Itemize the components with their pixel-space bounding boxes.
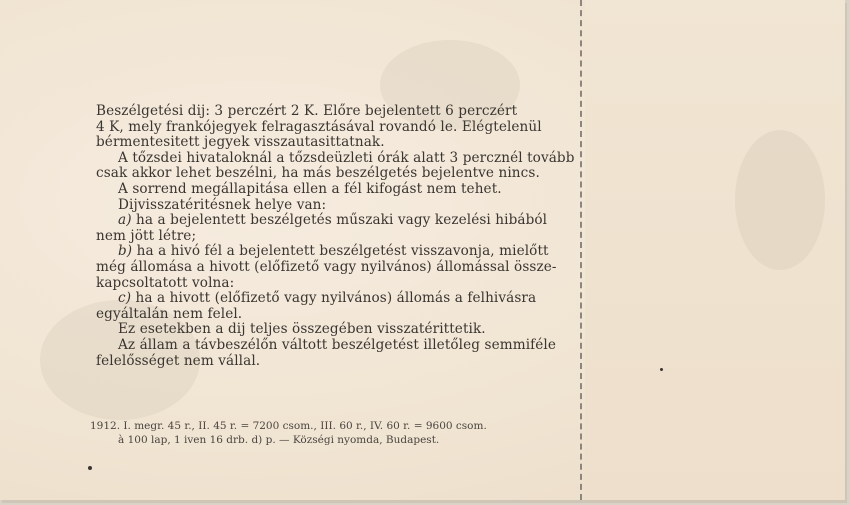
conditions-text xyxy=(96,103,575,369)
clause-c: c) ha a hivott (előfizető vagy nyilvános) állomás a felhivásra xyxy=(118,290,537,307)
body-line: A sorrend megállapitása ellen a fél kifogást nem tehet. xyxy=(118,180,502,197)
body-line: Beszélgetési dij: 3 perczért 2 K. Előre bejelentett 6 perczért xyxy=(96,103,518,119)
clause-b: b) ha a hivó fél a bejelentett beszélgetést visszavonja, mielőtt xyxy=(118,243,549,260)
body-line: Ez esetekben a dij teljes összegében visszatérittetik. xyxy=(118,321,486,338)
body-line: 4 K, mely frankójegyek felragasztásával rovandó le. Elégtelenül xyxy=(96,118,542,135)
imprint-line: 1912. I. megr. 45 r., II. 45 r. = 7200 csom., III. 60 r., IV. 60 r. = 9600 csom. xyxy=(90,420,487,432)
body-line: egyáltalán nem felel. xyxy=(96,305,243,322)
body-line: még állomása a hivott (előfizető vagy nyilvános) állomással össze- xyxy=(96,258,557,275)
body-line: felelősséget nem vállal. xyxy=(96,352,261,369)
printer-imprint xyxy=(90,419,550,447)
clause-a: a) ha a bejelentett beszélgetés műszaki vagy kezelési hibából xyxy=(118,212,548,229)
paper-stain xyxy=(735,130,825,270)
body-line: bérmentesitett jegyek visszautasittatnak. xyxy=(96,134,385,151)
ink-dot xyxy=(88,466,92,470)
imprint-line: à 100 lap, 1 iven 16 drb. d) p. — Községi nyomda, Budapest. xyxy=(118,434,440,446)
perforation-line xyxy=(580,0,586,500)
body-line: Dijvisszatéritésnek helye van: xyxy=(118,196,327,213)
body-line: Az állam a távbeszélőn váltott beszélgetést illetőleg semmiféle xyxy=(118,336,557,353)
body-line: A tőzsdei hivataloknál a tőzsdeüzleti órák alatt 3 percznél tovább xyxy=(118,149,575,166)
ink-dot xyxy=(660,368,663,371)
body-line: kapcsoltatott volna: xyxy=(96,274,235,291)
detachable-stub xyxy=(585,0,845,500)
body-line: csak akkor lehet beszélni, ha más beszélgetés bejelentve nincs. xyxy=(96,165,540,182)
body-line: nem jött létre; xyxy=(96,227,197,244)
